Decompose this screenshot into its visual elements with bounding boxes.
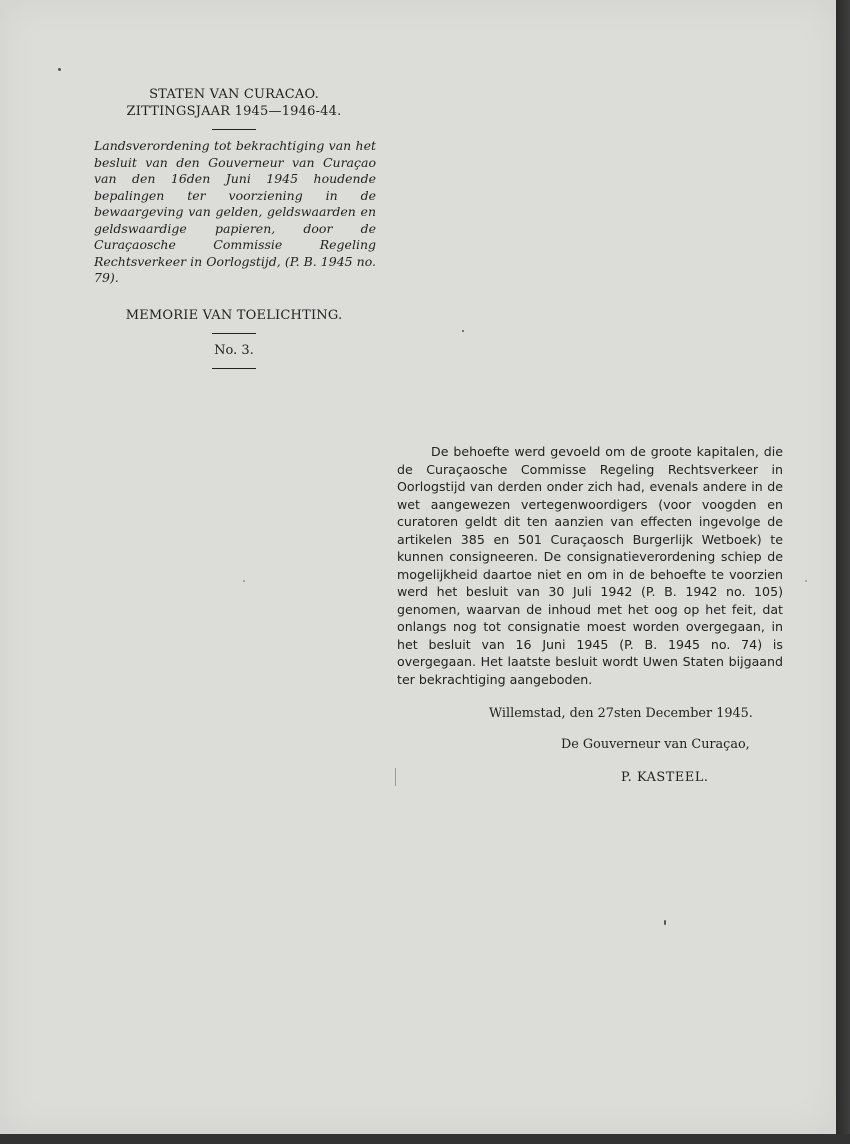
divider-rule (212, 333, 256, 334)
divider-rule (212, 368, 256, 369)
memorie-heading: MEMORIE VAN TOELICHTING. (125, 307, 343, 323)
page-edge-shadow (0, 1134, 850, 1144)
left-column (92, 86, 376, 377)
paper-speck (664, 920, 666, 925)
right-column (397, 443, 783, 786)
page-edge-shadow (836, 0, 850, 1144)
subject-title: Landsverordening tot bekrachtiging van het besluit van den Gouverneur van Curaçao van den 16den Juni 1945 houdende bepalingen ter voorziening in de bewaargeving van gelden, geldswaarden en geldswaardige papieren, door de Curaçaosche Commissie Regeling Rechtsverkeer in Oorlogstijd, (P. B. 1945 no. 79). (94, 138, 376, 285)
paper-speck (805, 580, 807, 582)
body-paragraph: De behoefte werd gevoeld om de groote kapitalen, die de Curaçaosche Commisse Regeling Rechtsverkeer in Oorlogstijd van derden onder zich had, evenals andere in de wet aangewezen vertegenwoordigers (voor voogden en curatoren geldt dit ten aanzien van effecten ingevolge de artikelen 385 en 501 Curaçaosch Burgerlijk Wetboek) te kunnen consigneeren. De consignatieverordening schiep de mogelijkheid daartoe niet en om in de behoefte te voorzien werd het besluit van 30 Juli 1942 (P. B. 1942 no. 105) genomen, waarvan de inhoud met het oog op het feit, dat onlangs nog tot consignatie moest worden overgegaan, in het besluit van 16 Juni 1945 (P. B. 1945 no. 74) is overgegaan. Het laatste besluit wordt Uwen Staten bijgaand ter bekrachtiging aangeboden. (397, 444, 783, 687)
place-date: Willemstad, den 27sten December 1945. (489, 706, 753, 721)
divider-rule (212, 129, 256, 130)
document-number: No. 3. (214, 342, 254, 358)
signatory-name: P. KASTEEL. (621, 770, 709, 785)
session-year: ZITTINGSJAAR 1945—1946-44. (126, 104, 342, 119)
paper-speck (462, 330, 464, 332)
paper-speck (243, 580, 245, 582)
paper-speck (395, 768, 396, 786)
signatory-role: De Gouverneur van Curaçao, (561, 737, 750, 752)
paper-speck (58, 68, 61, 71)
header-title: STATEN VAN CURACAO. (149, 87, 319, 102)
